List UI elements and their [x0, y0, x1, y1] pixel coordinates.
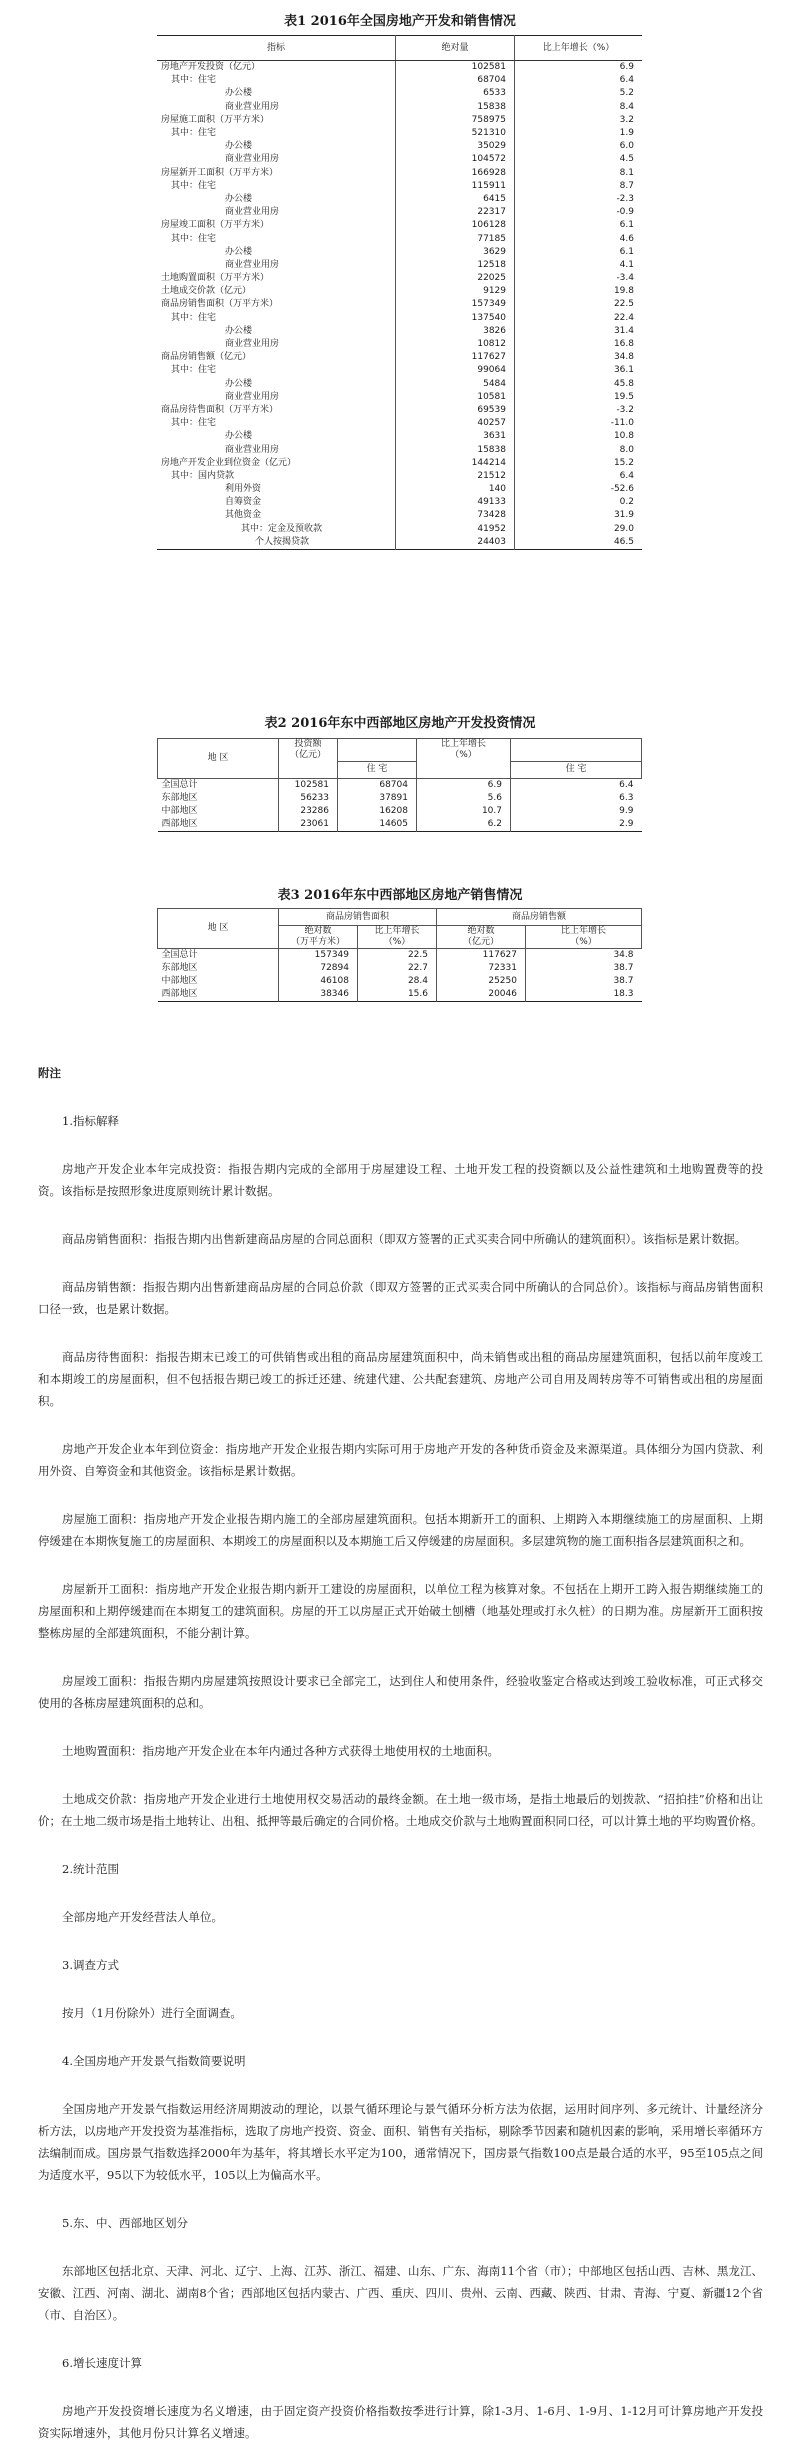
table1-cell-growth: 6.1: [515, 246, 643, 259]
note-paragraph: 房地产开发企业本年完成投资：指报告期内完成的全部用于房屋建设工程、土地开发工程的投资额以及公益性建筑和土地购置费等的投资。该指标是按照形象进度原则统计累计数据。: [38, 1162, 763, 1198]
notes-section-2-heading: 2.统计范围: [62, 1862, 119, 1876]
table2-cell-invest: 23061: [279, 818, 338, 832]
table1-cell-growth: 22.5: [515, 298, 643, 311]
table1-cell-growth: 3.2: [515, 114, 643, 127]
table1-row: [157, 312, 642, 325]
note-paragraph: 商品房销售面积：指报告期内出售新建商品房屋的合同总面积（即双方签署的正式买卖合同中所确认的建筑面积）。该指标是累计数据。: [62, 1232, 747, 1246]
table1-cell-growth: 6.4: [515, 74, 643, 87]
table1-cell-indicator: 办公楼: [225, 431, 253, 442]
table1-cell-value: 5484: [396, 378, 515, 391]
table3-header-abs-sales-text: 绝对数 （亿元）: [462, 926, 499, 947]
table1-row: [157, 114, 642, 127]
note-paragraph: 全国房地产开发景气指数运用经济周期波动的理论，以景气循环理论与景气循环分析方法为依据，运用时间序列、多元统计、计量经济分析方法，以房地产开发投资为基准指标，选取了房地产投资、资金、面积、销售有关指标，剔除季节因素和随机因素的影响，采用增长率循环方法编制而成。国房景气指数选择2000年为基年，将其增长水平定为100，通常情况下，国房景气指数100点是最合适的水平，95至105点之间为适度水平，95以下为较低水平，105以上为偏高水平。: [38, 2102, 763, 2182]
table1-cell-indicator: 其中：住宅: [171, 312, 217, 323]
table1-cell-value: 137540: [396, 312, 515, 325]
notes-section-1-heading: 1.指标解释: [62, 1114, 119, 1128]
table1-cell-value: 73428: [396, 509, 515, 522]
table3-cell-area-growth: 22.7: [358, 962, 437, 975]
table2-cell-region: 西部地区: [161, 818, 198, 829]
table3-header-row-1: [158, 909, 642, 926]
table1-title: 表1 2016年全国房地产开发和销售情况: [284, 14, 516, 29]
table1-cell-indicator: 其中：住宅: [171, 233, 217, 244]
table2-header-blank-1: [338, 739, 417, 762]
table2-cell-housing: 68704: [338, 778, 417, 792]
table1-cell-value: 144214: [396, 457, 515, 470]
table1-cell-value: 12518: [396, 259, 515, 272]
table3-cell-area: 157349: [279, 949, 358, 963]
table1-cell-value: 3631: [396, 430, 515, 443]
table2-header-growth: [417, 739, 511, 762]
table2-row: [158, 778, 642, 792]
table3-row: [158, 949, 642, 963]
notes-section-6-heading: 6.增长速度计算: [62, 2356, 142, 2370]
table3-cell-area: 46108: [279, 975, 358, 988]
table1-row: [157, 430, 642, 443]
table2-header-row-1: [158, 739, 642, 762]
table2-body: [158, 778, 642, 831]
table1-cell-indicator: 自筹资金: [225, 497, 262, 508]
table1-header-row: [157, 36, 642, 61]
table1-cell-value: 166928: [396, 167, 515, 180]
table1-cell-growth: 29.0: [515, 523, 643, 536]
table1-cell-value: 6533: [396, 87, 515, 100]
table1-cell-value: 6415: [396, 193, 515, 206]
table3-title: 表3 2016年东中西部地区房地产销售情况: [277, 888, 523, 903]
table1-cell-growth: 4.5: [515, 153, 643, 166]
table1-cell-value: 104572: [396, 153, 515, 166]
table1-cell-value: 10812: [396, 338, 515, 351]
table3-cell-sales: 25250: [437, 975, 526, 988]
table1-row: [157, 483, 642, 496]
table1-row: [157, 87, 642, 100]
table1-row: [157, 378, 642, 391]
table1-cell-growth: 15.2: [515, 457, 643, 470]
table1-cell-growth: 8.1: [515, 167, 643, 180]
table2-cell-invest: 102581: [279, 778, 338, 792]
table1-cell-value: 22025: [396, 272, 515, 285]
table1-cell-growth: -11.0: [515, 417, 643, 430]
table1-cell-value: 22317: [396, 206, 515, 219]
table1-cell-growth: -0.9: [515, 206, 643, 219]
table1-cell-indicator: 商业营业用房: [225, 444, 280, 455]
table3-header-area-growth-text: 比上年增长 （%）: [374, 926, 420, 947]
table1-cell-indicator: 其中：住宅: [171, 128, 217, 139]
table1-row: [157, 61, 642, 75]
table1-cell-indicator: 办公楼: [225, 88, 253, 99]
table3-header-abs-area-text: 绝对数 （万平方米）: [290, 926, 345, 947]
table1-row: [157, 443, 642, 456]
table1-cell-indicator: 个人按揭贷款: [255, 536, 310, 547]
table1-cell-indicator: 其中：定金及预收款: [241, 523, 323, 534]
table1-row: [157, 74, 642, 87]
table1-cell-value: 40257: [396, 417, 515, 430]
table1-cell-value: 21512: [396, 470, 515, 483]
table2-cell-housing-growth: 9.9: [511, 805, 642, 818]
note-paragraph: 房屋竣工面积：指报告期内房屋建筑按照设计要求已全部完工，达到住人和使用条件，经验收鉴定合格或达到竣工验收标准，可正式移交使用的各栋房屋建筑面积的总和。: [38, 1674, 763, 1710]
table2-cell-growth: 6.2: [417, 818, 511, 832]
table1-row: [157, 259, 642, 272]
table2-header-growth-text: 比上年增长 （%）: [440, 739, 486, 760]
table1-cell-growth: 19.8: [515, 285, 643, 298]
table1-cell-indicator: 办公楼: [225, 141, 253, 152]
note-paragraph: 商品房待售面积：指报告期末已竣工的可供销售或出租的商品房屋建筑面积中，尚未销售或出租的商品房屋建筑面积，包括以前年度竣工和本期竣工的房屋面积，但不包括报告期已竣工的拆迁还建、统建代建、公共配套建筑、房地产公司自用及周转房等不可销售或出租的房屋面积。: [38, 1350, 763, 1408]
table3-cell-sales-growth: 38.7: [526, 975, 642, 988]
table1-cell-indicator: 商业营业用房: [225, 101, 280, 112]
table1-cell-growth: -52.6: [515, 483, 643, 496]
table2-cell-growth: 6.9: [417, 778, 511, 792]
table3-body: [158, 949, 642, 1002]
table2-cell-housing-growth: 6.3: [511, 792, 642, 805]
table3-cell-sales: 117627: [437, 949, 526, 963]
table1-cell-value: 140: [396, 483, 515, 496]
table2-row: [158, 805, 642, 818]
table2-cell-invest: 56233: [279, 792, 338, 805]
table1-cell-indicator: 商业营业用房: [225, 391, 280, 402]
table1-cell-growth: 6.1: [515, 219, 643, 232]
note-paragraph: 房地产开发投资增长速度为名义增速，由于固定资产投资价格指数按季进行计算，除1-3月、1-6月、1-9月、1-12月可计算房地产开发投资实际增速外，其他月份只计算名义增速。: [38, 2404, 763, 2440]
table1-cell-growth: 4.6: [515, 232, 643, 245]
table3-header-sales-growth-text: 比上年增长 （%）: [560, 926, 606, 947]
table1-row: [157, 140, 642, 153]
table2-header-housing-growth: 住 宅: [511, 761, 642, 778]
table3-cell-region: 西部地区: [161, 989, 198, 999]
table1-cell-indicator: 商品房销售面积（万平方米）: [161, 299, 279, 310]
table1-cell-growth: 10.8: [515, 430, 643, 443]
table1-row: [157, 391, 642, 404]
table1-cell-value: 3629: [396, 246, 515, 259]
table1-cell-value: 69539: [396, 404, 515, 417]
table3-cell-sales-growth: 34.8: [526, 949, 642, 963]
table3-header-sales-growth: [526, 926, 642, 949]
table1-cell-value: 117627: [396, 351, 515, 364]
note-paragraph: 东部地区包括北京、天津、河北、辽宁、上海、江苏、浙江、福建、山东、广东、海南11个省（市）；中部地区包括山西、吉林、黑龙江、安徽、江西、河南、湖北、湖南8个省；西部地区包括内蒙古、广西、重庆、四川、贵州、云南、西藏、陕西、甘肃、青海、宁夏、新疆12个省（市、自治区）。: [38, 2264, 763, 2322]
table1-cell-indicator: 商品房销售额（亿元）: [161, 352, 252, 363]
notes-section-3-heading: 3.调查方式: [62, 1958, 119, 1972]
table1-cell-growth: 8.7: [515, 180, 643, 193]
table1-cell-indicator: 房屋施工面积（万平方米）: [161, 114, 270, 125]
note-paragraph: 商品房销售额：指报告期内出售新建商品房屋的合同总价款（即双方签署的正式买卖合同中所确认的合同总价）。该指标与商品房销售面积口径一致，也是累计数据。: [38, 1280, 763, 1316]
table3-header-area-growth: [358, 926, 437, 949]
table2-cell-growth: 10.7: [417, 805, 511, 818]
table1-cell-indicator: 其中：住宅: [171, 365, 217, 376]
table3-cell-sales: 72331: [437, 962, 526, 975]
table1-cell-growth: 0.2: [515, 496, 643, 509]
table1-cell-indicator: 办公楼: [225, 325, 253, 336]
table2-cell-housing-growth: 2.9: [511, 818, 642, 832]
table1-body: [157, 61, 642, 550]
table1-row: [157, 496, 642, 509]
table1-cell-value: 758975: [396, 114, 515, 127]
table2-header-blank-2: [511, 739, 642, 762]
table2-cell-housing: 14605: [338, 818, 417, 832]
table2-cell-housing-growth: 6.4: [511, 778, 642, 792]
table1-cell-growth: 8.0: [515, 443, 643, 456]
table1-cell-value: 102581: [396, 61, 515, 75]
table3-row: [158, 975, 642, 988]
table1-row: [157, 153, 642, 166]
table2-cell-growth: 5.6: [417, 792, 511, 805]
notes-heading: 附注: [38, 1066, 61, 1080]
table3-header-abs-area: [279, 926, 358, 949]
table1-cell-value: 35029: [396, 140, 515, 153]
table1-row: [157, 470, 642, 483]
table1-cell-value: 15838: [396, 443, 515, 456]
table2-cell-region: 东部地区: [161, 792, 198, 803]
table1-header-value: 绝对量: [396, 36, 515, 61]
table1-row: [157, 364, 642, 377]
table2-header-housing: 住 宅: [338, 761, 417, 778]
table1-cell-value: 24403: [396, 536, 515, 550]
table1: [157, 35, 642, 550]
table3-cell-region: 中部地区: [161, 976, 198, 986]
table1-cell-indicator: 其中：住宅: [171, 180, 217, 191]
table2-header-region: 地 区: [158, 739, 279, 779]
table2-header-invest: [279, 739, 338, 762]
table1-cell-value: 49133: [396, 496, 515, 509]
table1-row: [157, 285, 642, 298]
table1-cell-value: 15838: [396, 101, 515, 114]
table1-row: [157, 404, 642, 417]
table3: [157, 908, 642, 1002]
table1-cell-value: 68704: [396, 74, 515, 87]
notes-section-4-heading: 4.全国房地产开发景气指数简要说明: [62, 2054, 246, 2068]
table3-cell-region: 全国总计: [161, 950, 198, 960]
table1-cell-growth: 31.4: [515, 325, 643, 338]
table1-cell-value: 10581: [396, 391, 515, 404]
table1-cell-indicator: 利用外资: [225, 484, 262, 495]
table2-cell-housing: 16208: [338, 805, 417, 818]
table1-cell-indicator: 其中：住宅: [171, 75, 217, 86]
table1-cell-growth: 6.4: [515, 470, 643, 483]
table1-cell-indicator: 办公楼: [225, 246, 253, 257]
table1-cell-indicator: 房屋竣工面积（万平方米）: [161, 220, 270, 231]
table1-cell-indicator: 房屋新开工面积（万平方米）: [161, 167, 279, 178]
table1-cell-growth: -3.4: [515, 272, 643, 285]
table1-cell-growth: 6.0: [515, 140, 643, 153]
table1-row: [157, 351, 642, 364]
table1-row: [157, 232, 642, 245]
table3-header-area: 商品房销售面积: [279, 909, 437, 926]
table3-cell-sales: 20046: [437, 988, 526, 1002]
table2-cell-invest: 23286: [279, 805, 338, 818]
table1-cell-value: 157349: [396, 298, 515, 311]
table2-header-blank-3: [279, 761, 338, 778]
table1-row: [157, 101, 642, 114]
table1-cell-growth: 22.4: [515, 312, 643, 325]
table1-cell-value: 106128: [396, 219, 515, 232]
table1-cell-value: 9129: [396, 285, 515, 298]
table1-row: [157, 246, 642, 259]
table3-cell-area: 72894: [279, 962, 358, 975]
table1-cell-indicator: 商业营业用房: [225, 339, 280, 350]
table1-row: [157, 193, 642, 206]
notes-section-5-heading: 5.东、中、西部地区划分: [62, 2216, 188, 2230]
table1-cell-value: 41952: [396, 523, 515, 536]
table1-row: [157, 298, 642, 311]
table3-cell-area-growth: 15.6: [358, 988, 437, 1002]
table3-header-sales: 商品房销售额: [437, 909, 642, 926]
note-paragraph: 房屋新开工面积：指房地产开发企业报告期内新开工建设的房屋面积，以单位工程为核算对象。不包括在上期开工跨入报告期继续施工的房屋面积和上期停缓建而在本期复工的建筑面积。房屋的开工以房屋正式开始破土刨槽（地基处理或打永久桩）的日期为准。房屋新开工面积按整栋房屋的全部建筑面积，不能分割计算。: [38, 1582, 763, 1640]
table1-cell-value: 77185: [396, 232, 515, 245]
table1-row: [157, 417, 642, 430]
note-paragraph: 按月（1月份除外）进行全面调查。: [62, 2006, 242, 2020]
table1-cell-growth: -2.3: [515, 193, 643, 206]
table1-cell-indicator: 房地产开发投资（亿元）: [161, 62, 261, 73]
table1-cell-growth: 16.8: [515, 338, 643, 351]
table3-cell-sales-growth: 18.3: [526, 988, 642, 1002]
table1-cell-growth: 46.5: [515, 536, 643, 550]
table2: [157, 738, 642, 832]
table3-cell-area-growth: 22.5: [358, 949, 437, 963]
table3-cell-area: 38346: [279, 988, 358, 1002]
table1-header-indicator: 指标: [157, 36, 396, 61]
table1-row: [157, 180, 642, 193]
table1-row: [157, 219, 642, 232]
table3-cell-area-growth: 28.4: [358, 975, 437, 988]
table1-cell-indicator: 其他资金: [225, 510, 262, 521]
table3-header-abs-sales: [437, 926, 526, 949]
table1-cell-indicator: 商业营业用房: [225, 207, 280, 218]
table1-cell-growth: 8.4: [515, 101, 643, 114]
table1-cell-value: 3826: [396, 325, 515, 338]
table1-cell-indicator: 商品房待售面积（万平方米）: [161, 404, 279, 415]
table1-row: [157, 127, 642, 140]
table2-cell-region: 全国总计: [161, 779, 198, 790]
note-paragraph: 土地购置面积：指房地产开发企业在本年内通过各种方式获得土地使用权的土地面积。: [62, 1744, 499, 1758]
table1-cell-value: 115911: [396, 180, 515, 193]
table1-cell-value: 521310: [396, 127, 515, 140]
table1-cell-growth: 36.1: [515, 364, 643, 377]
table1-row: [157, 206, 642, 219]
table1-cell-indicator: 土地购置面积（万平方米）: [161, 273, 270, 284]
table1-cell-indicator: 其中：国内贷款: [171, 470, 235, 481]
table1-cell-indicator: 办公楼: [225, 193, 253, 204]
table1-cell-growth: 4.1: [515, 259, 643, 272]
table1-row: [157, 338, 642, 351]
table2-header-blank-4: [417, 761, 511, 778]
table2-title: 表2 2016年东中西部地区房地产开发投资情况: [264, 716, 536, 731]
note-paragraph: 房地产开发企业本年到位资金：指房地产开发企业报告期内实际可用于房地产开发的各种货币资金及来源渠道。具体细分为国内贷款、利用外资、自筹资金和其他资金。该指标是累计数据。: [38, 1442, 763, 1478]
table1-cell-growth: 34.8: [515, 351, 643, 364]
table1-cell-growth: 31.9: [515, 509, 643, 522]
table1-cell-growth: 45.8: [515, 378, 643, 391]
table1-row: [157, 457, 642, 470]
notes-section: [38, 1062, 763, 2444]
table1-header-growth: 比上年增长（%）: [515, 36, 643, 61]
table1-cell-indicator: 办公楼: [225, 378, 253, 389]
table1-cell-indicator: 土地成交价款（亿元）: [161, 286, 252, 297]
table2-cell-housing: 37891: [338, 792, 417, 805]
table1-cell-growth: 19.5: [515, 391, 643, 404]
table1-cell-indicator: 其中：住宅: [171, 418, 217, 429]
table1-row: [157, 523, 642, 536]
table1-cell-value: 99064: [396, 364, 515, 377]
table1-row: [157, 325, 642, 338]
table1-cell-growth: -3.2: [515, 404, 643, 417]
table3-cell-region: 东部地区: [161, 963, 198, 973]
table1-row: [157, 509, 642, 522]
table3-cell-sales-growth: 38.7: [526, 962, 642, 975]
table3-row: [158, 962, 642, 975]
note-paragraph: 全部房地产开发经营法人单位。: [62, 1910, 223, 1924]
table2-cell-region: 中部地区: [161, 805, 198, 816]
note-paragraph: 土地成交价款：指房地产开发企业进行土地使用权交易活动的最终金额。在土地一级市场，是指土地最后的划拨款、“招拍挂”价格和出让价；在土地二级市场是指土地转让、出租、抵押等最后确定的合同价格。土地成交价款与土地购置面积同口径，可以计算土地的平均购置价格。: [38, 1792, 763, 1828]
table1-cell-growth: 5.2: [515, 87, 643, 100]
table3-header-region: 地 区: [158, 909, 279, 949]
table1-cell-indicator: 房地产开发企业到位资金（亿元）: [161, 457, 297, 468]
note-paragraph: 房屋施工面积：指房地产开发企业报告期内施工的全部房屋建筑面积。包括本期新开工的面积、上期跨入本期继续施工的房屋面积、上期停缓建在本期恢复施工的房屋面积、本期竣工的房屋面积以及本期施工后又停缓建的房屋面积。多层建筑物的施工面积指各层建筑面积之和。: [38, 1512, 763, 1548]
table1-row: [157, 536, 642, 550]
table3-row: [158, 988, 642, 1002]
table1-row: [157, 272, 642, 285]
table1-cell-indicator: 商业营业用房: [225, 154, 280, 165]
table2-row: [158, 792, 642, 805]
table1-cell-growth: 1.9: [515, 127, 643, 140]
table2-row: [158, 818, 642, 832]
table1-cell-growth: 6.9: [515, 61, 643, 75]
table2-header-invest-text: 投资额 （亿元）: [289, 739, 326, 760]
table1-cell-indicator: 商业营业用房: [225, 259, 280, 270]
table1-row: [157, 167, 642, 180]
